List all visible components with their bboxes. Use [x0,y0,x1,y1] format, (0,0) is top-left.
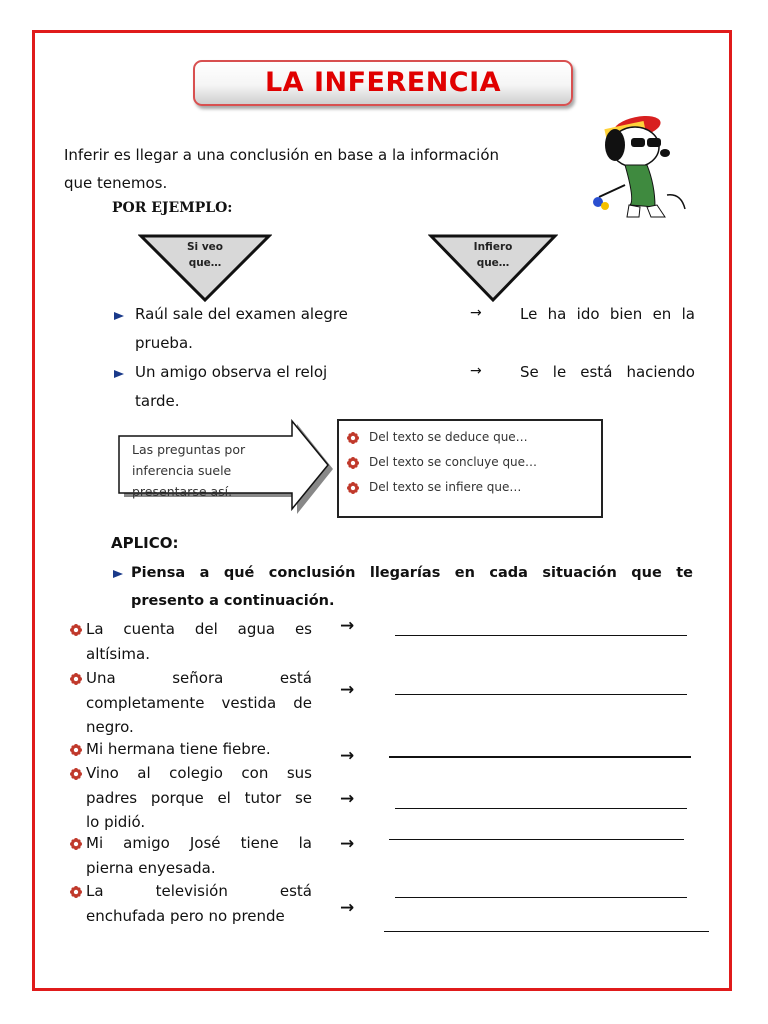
situation-1-line-2: altísima. [86,644,150,663]
flower-bullet-icon [70,838,82,850]
arrow-right-icon: → [470,363,482,379]
phrases-box [337,419,603,518]
answer-blank-line[interactable] [389,756,691,758]
situation-4-line-2: padres porque el tutor se [86,788,312,807]
bullet-icon [114,312,124,320]
triangle-label-3: Infiero [473,241,513,253]
situation-6-line-1: La televisión está [86,882,312,900]
situation-2-line-3: negro. [86,718,134,736]
arrow-right-icon: → [340,746,355,766]
situation-5-line-1: Mi amigo José tiene la [86,834,312,852]
arrow-right-icon: → [340,898,355,918]
answer-blank-line[interactable] [395,897,687,898]
triangle-label-1: Si veo [187,241,223,253]
example-1-premise: Raúl sale del examen alegre [135,305,348,323]
answer-blank-line[interactable] [384,931,709,932]
answer-blank-line[interactable] [395,808,687,809]
intro-line-2: que tenemos. [64,174,168,192]
situation-4-line-3: lo pidió. [86,813,146,831]
arrow-right-icon: → [470,305,482,321]
flower-bullet-icon [70,673,82,685]
apply-heading: APLICO: [111,534,179,552]
flower-bullet-icon [70,886,82,898]
answer-blank-line[interactable] [395,635,687,636]
situation-5-line-2: pierna enyesada. [86,858,216,877]
situation-2-line-2: completamente vestida de [86,693,312,712]
callout-line-1: Las preguntas por [132,442,246,457]
situation-1-line-1: La cuenta del agua es [86,620,312,638]
callout-line-2: inferencia suele [132,463,232,478]
example-1-conclusion: Le ha ido bien en la [520,305,695,323]
intro-line-1: Inferir es llegar a una conclusión en base a la información [64,146,500,164]
example-2-premise: Un amigo observa el reloj [135,363,328,381]
phrase-1: Del texto se deduce que… [369,430,528,444]
arrow-right-icon: → [340,680,355,700]
situation-2-line-1: Una señora está [86,669,312,687]
instruction-line-2: presento a continuación. [131,593,335,609]
situation-3-line-1: Mi hermana tiene fiebre. [86,740,271,758]
title-banner [193,60,573,106]
flower-bullet-icon [347,432,359,444]
situation-6-line-2: enchufada pero no prende [86,906,285,925]
arrow-right-icon: → [340,834,355,854]
example-2-conclusion: Se le está haciendo [520,363,695,381]
triangle-si-veo [138,233,272,303]
example-2-premise-cont: tarde. [135,392,180,410]
flower-bullet-icon [70,744,82,756]
phrase-2: Del texto se concluye que… [369,455,538,469]
flower-bullet-icon [347,457,359,469]
answer-blank-line[interactable] [389,839,684,840]
flower-bullet-icon [347,482,359,494]
bullet-icon [113,570,123,578]
situation-4-line-1: Vino al colegio con sus [86,764,312,782]
triangle-label-2: que… [188,257,222,269]
page-title: LA INFERENCIA [264,67,502,98]
flower-bullet-icon [70,624,82,636]
arrow-right-icon: → [340,789,355,809]
answer-blank-line[interactable] [395,694,687,695]
phrase-3: Del texto se infiere que… [369,480,522,494]
arrow-right-icon: → [340,616,355,636]
callout-line-3: presentarse así. [132,484,233,499]
example-heading: POR EJEMPLO: [112,200,233,216]
snoopy-illustration [585,105,690,220]
flower-bullet-icon [70,768,82,780]
triangle-label-4: que… [476,257,510,269]
triangle-infiero [428,233,558,303]
instruction-line-1: Piensa a qué conclusión llegarías en cada situación que te [131,565,693,581]
bullet-icon [114,370,124,378]
example-1-premise-cont: prueba. [135,334,193,352]
